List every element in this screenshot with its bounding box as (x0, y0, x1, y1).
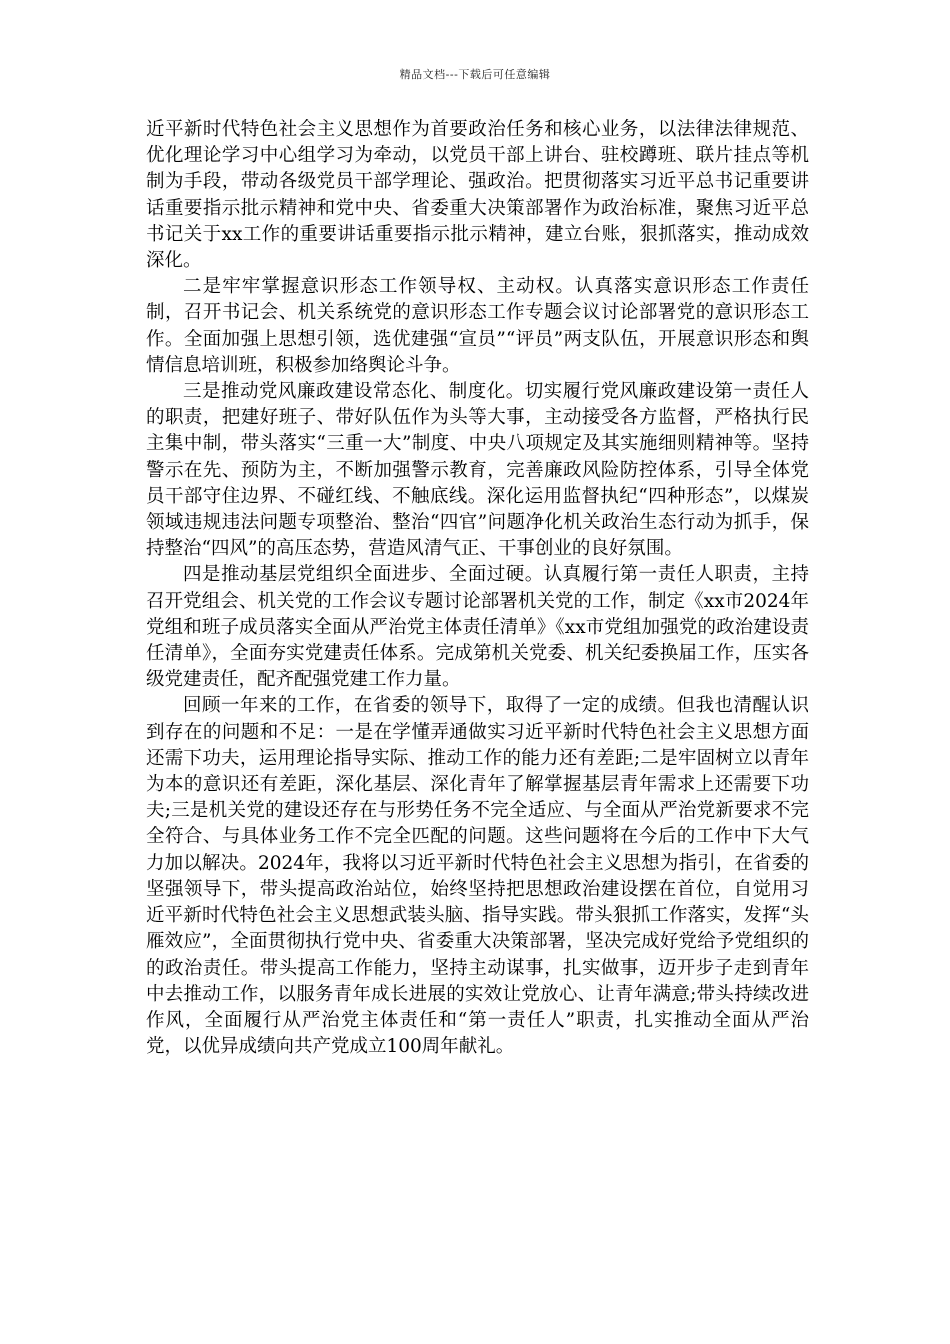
paragraph-2: 二是牢牢掌握意识形态工作领导权、主动权。认真落实意识形态工作责任制，召开书记会、机关系统党的意识形态工作专题会议讨论部署党的意识形态工作。全面加强上思想引领，选优建强“宣员”“评员”两支队伍，开展意识形态和舆情信息培训班，积极参加络舆论斗争。 (146, 276, 809, 376)
paragraph-4: 四是推动基层党组织全面进步、全面过硬。认真履行第一责任人职责，主持召开党组会、机关党的工作会议专题讨论部署机关党的工作，制定《xx市2024年党组和班子成员落实全面从严治党主体责任清单》《xx市党组加强党的政治建设责任清单》，全面夯实党建责任体系。完成第机关党委、机关纪委换届工作，压实各级党建责任，配齐配强党建工作力量。 (146, 564, 809, 691)
paragraph-3: 三是推动党风廉政建设常态化、制度化。切实履行党风廉政建设第一责任人的职责，把建好班子、带好队伍作为头等大事，主动接受各方监督，严格执行民主集中制，带头落实“三重一大”制度、中央八项规定及其实施细则精神等。坚持警示在先、预防为主，不断加强警示教育，完善廉政风险防控体系，引导全体党员干部守住边界、不碰红线、不触底线。深化运用监督执纪“四种形态”，以煤炭领域违规违法问题专项整治、整治“四官”问题净化机关政治生态行动为抓手，保持整治“四风”的高压态势，营造风清气正、干事创业的良好氛围。 (146, 381, 809, 560)
paragraph-1: 近平新时代特色社会主义思想作为首要政治任务和核心业务，以法律法律规范、优化理论学习中心组学习为牵动，以党员干部上讲台、驻校蹲班、联片挂点等机制为手段，带动各级党员干部学理论、强政治。把贯彻落实习近平总书记重要讲话重要指示批示精神和党中央、省委重大决策部署作为政治标准，聚焦习近平总书记关于xx工作的重要讲话重要指示批示精神，建立台账，狠抓落实，推动成效深化。 (146, 119, 809, 272)
paragraph-5: 回顾一年来的工作，在省委的领导下，取得了一定的成绩。但我也清醒认识到存在的问题和不足：一是在学懂弄通做实习近平新时代特色社会主义思想方面还需下功夫，运用理论指导实际、推动工作的能力还有差距;二是牢固树立以青年为本的意识还有差距，深化基层、深化青年了解掌握基层青年需求上还需要下功夫;三是机关党的建设还存在与形势任务不完全适应、与全面从严治党新要求不完全符合、与具体业务工作不完全匹配的问题。这些问题将在今后的工作中下大气力加以解决。2024年，我将以习近平新时代特色社会主义思想为指引，在省委的坚强领导下，带头提高政治站位，始终坚持把思想政治建设摆在首位，自觉用习近平新时代特色社会主义思想武装头脑、指导实践。带头狠抓工作落实，发挥“头雁效应”，全面贯彻执行党中央、省委重大决策部署，坚决完成好党给予党组织的的政治责任。带头提高工作能力，坚持主动谋事，扎实做事，迈开步子走到青年中去推动工作，以服务青年成长进展的实效让党放心、让青年满意;带头持续改进作风，全面履行从严治党主体责任和“第一责任人”职责，扎实推动全面从严治党，以优异成绩向共产党成立100周年献礼。 (146, 695, 809, 1058)
document-body (146, 117, 809, 1060)
page-header: 精品文档---下载后可任意编辑 (399, 68, 551, 81)
